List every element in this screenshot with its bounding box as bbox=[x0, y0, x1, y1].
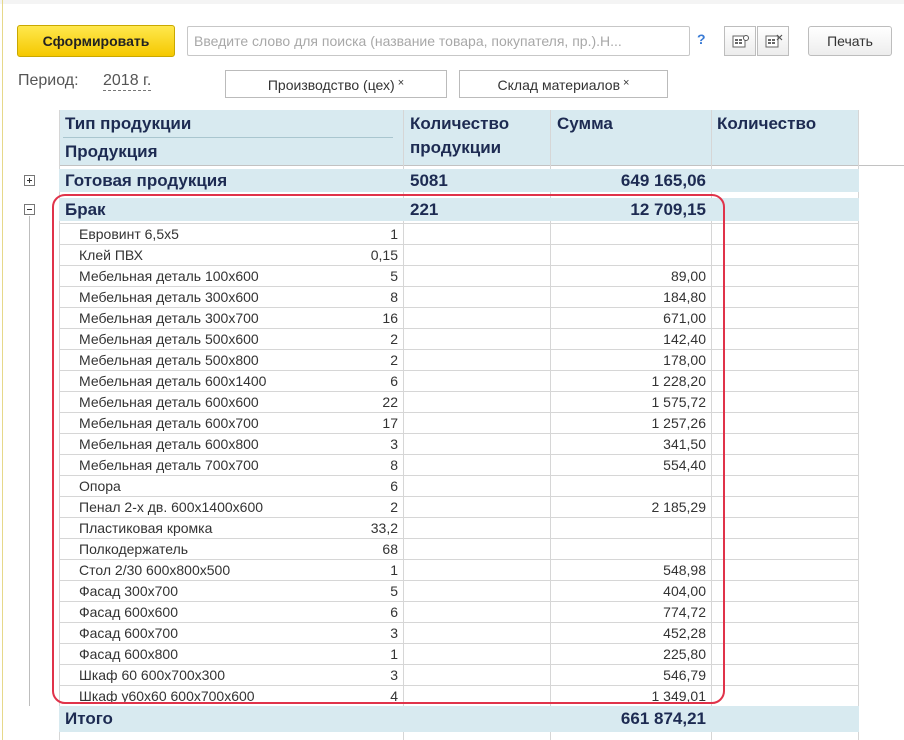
product-qty: 8 bbox=[390, 457, 398, 473]
group-sum: 649 165,06 bbox=[620, 171, 706, 190]
table-row[interactable] bbox=[59, 475, 859, 497]
product-sum: 184,80 bbox=[663, 289, 706, 305]
product-name: Пенал 2-х дв. 600х1400х600 bbox=[79, 499, 264, 515]
product-qty: 8 bbox=[390, 289, 398, 305]
table-row[interactable] bbox=[59, 244, 859, 266]
table-row[interactable] bbox=[59, 412, 859, 434]
product-qty: 5 bbox=[390, 583, 398, 599]
filter-remove-icon[interactable]: × bbox=[623, 77, 630, 89]
table-row[interactable] bbox=[59, 559, 859, 581]
window-left-border bbox=[2, 0, 3, 740]
product-qty: 16 bbox=[382, 310, 398, 326]
product-sum: 1 349,01 bbox=[651, 688, 706, 704]
product-name: Фасад 300х700 bbox=[79, 583, 178, 599]
table-row[interactable] bbox=[59, 454, 859, 476]
column-header-qty-line2[interactable]: продукции bbox=[410, 138, 502, 157]
filter-remove-icon[interactable]: × bbox=[397, 77, 405, 89]
product-qty: 2 bbox=[390, 499, 398, 515]
group-qty: 221 bbox=[410, 200, 439, 219]
table-row[interactable] bbox=[59, 391, 859, 413]
column-header-type[interactable]: Тип продукции bbox=[65, 114, 192, 133]
product-name: Клей ПВХ bbox=[79, 247, 143, 263]
period-selector[interactable]: 2018 г. bbox=[103, 72, 152, 89]
search-input[interactable] bbox=[187, 26, 690, 56]
product-name: Мебельная деталь 600х700 bbox=[79, 415, 259, 431]
product-name: Евровинт 6,5х5 bbox=[79, 226, 179, 242]
table-row[interactable] bbox=[59, 643, 859, 665]
product-name: Фасад 600х800 bbox=[79, 646, 178, 662]
product-sum: 142,40 bbox=[663, 331, 706, 347]
table-row[interactable] bbox=[59, 286, 859, 308]
product-qty: 17 bbox=[382, 415, 398, 431]
product-name: Опора bbox=[79, 478, 121, 494]
table-row[interactable] bbox=[59, 517, 859, 539]
product-sum: 554,40 bbox=[663, 457, 706, 473]
total-label: Итого bbox=[65, 709, 113, 728]
filter-materials-warehouse[interactable] bbox=[459, 70, 668, 98]
search-settings-button[interactable] bbox=[724, 26, 756, 56]
product-sum: 341,50 bbox=[663, 436, 706, 452]
product-sum: 225,80 bbox=[663, 646, 706, 662]
product-qty: 6 bbox=[390, 478, 398, 494]
table-row[interactable] bbox=[59, 433, 859, 455]
product-qty: 22 bbox=[382, 394, 398, 410]
product-name: Мебельная деталь 600х600 bbox=[79, 394, 259, 410]
table-row[interactable] bbox=[59, 265, 859, 287]
period-label: Период: bbox=[18, 72, 79, 89]
product-qty: 4 bbox=[390, 688, 398, 704]
column-header-qty2[interactable]: Количество bbox=[717, 114, 817, 133]
table-row[interactable] bbox=[59, 223, 859, 245]
table-row[interactable] bbox=[59, 601, 859, 623]
product-name: Мебельная деталь 600х800 bbox=[79, 436, 259, 452]
product-name: Мебельная деталь 700х700 bbox=[79, 457, 259, 473]
product-qty: 6 bbox=[390, 373, 398, 389]
table-row[interactable] bbox=[59, 538, 859, 560]
product-qty: 1 bbox=[390, 226, 398, 242]
table-row[interactable] bbox=[59, 664, 859, 686]
product-name: Мебельная деталь 300х700 bbox=[79, 310, 259, 326]
column-header-sum[interactable]: Сумма bbox=[557, 114, 613, 133]
product-name: Фасад 600х600 bbox=[79, 604, 178, 620]
product-sum: 1 257,26 bbox=[651, 415, 706, 431]
tree-guide-line bbox=[29, 216, 30, 706]
window-top-bar bbox=[0, 0, 904, 4]
product-sum: 1 228,20 bbox=[651, 373, 706, 389]
total-row bbox=[59, 706, 859, 732]
table-row[interactable] bbox=[59, 580, 859, 602]
group-name: Брак bbox=[65, 200, 106, 219]
table-row[interactable] bbox=[59, 622, 859, 644]
product-name: Шкаф 60 600х700х300 bbox=[79, 667, 225, 683]
column-header-product[interactable]: Продукция bbox=[65, 142, 158, 161]
product-sum: 2 185,29 bbox=[651, 499, 706, 515]
filter-label: Производство (цех) bbox=[267, 77, 395, 93]
product-sum: 774,72 bbox=[663, 604, 706, 620]
filter-label: Склад материалов bbox=[497, 77, 621, 93]
table-row[interactable] bbox=[59, 349, 859, 371]
product-sum: 1 575,72 bbox=[651, 394, 706, 410]
product-qty: 2 bbox=[390, 331, 398, 347]
product-name: Мебельная деталь 500х600 bbox=[79, 331, 259, 347]
product-sum: 178,00 bbox=[663, 352, 706, 368]
product-qty: 3 bbox=[390, 625, 398, 641]
product-sum: 452,28 bbox=[663, 625, 706, 641]
product-name: Мебельная деталь 500х800 bbox=[79, 352, 259, 368]
group-row-defect[interactable] bbox=[59, 198, 859, 221]
product-qty: 68 bbox=[382, 541, 398, 557]
product-qty: 3 bbox=[390, 667, 398, 683]
product-name: Фасад 600х700 bbox=[79, 625, 178, 641]
product-qty: 33,2 bbox=[370, 520, 398, 536]
product-qty: 2 bbox=[390, 352, 398, 368]
table-row[interactable] bbox=[59, 685, 859, 707]
product-name: Полкодержатель bbox=[79, 541, 189, 557]
product-name: Стол 2/30 600х800х500 bbox=[79, 562, 231, 578]
product-name: Мебельная деталь 300х600 bbox=[79, 289, 259, 305]
group-qty: 5081 bbox=[410, 171, 448, 190]
search-help-link[interactable]: ? bbox=[697, 31, 706, 47]
table-row[interactable] bbox=[59, 307, 859, 329]
column-header-qty-line1[interactable]: Количество bbox=[410, 114, 510, 133]
filter-production[interactable] bbox=[225, 70, 447, 98]
collapse-icon[interactable] bbox=[24, 204, 35, 215]
product-sum: 404,00 bbox=[663, 583, 706, 599]
table-row[interactable] bbox=[59, 496, 859, 518]
product-sum: 546,79 bbox=[663, 667, 706, 683]
expand-icon[interactable] bbox=[24, 175, 35, 186]
product-name: Мебельная деталь 600х1400 bbox=[79, 373, 267, 389]
product-name: Пластиковая кромка bbox=[79, 520, 213, 536]
group-sum: 12 709,15 bbox=[630, 200, 706, 219]
table-row[interactable] bbox=[59, 370, 859, 392]
product-sum: 89,00 bbox=[670, 268, 706, 284]
product-sum: 548,98 bbox=[663, 562, 706, 578]
product-qty: 5 bbox=[390, 268, 398, 284]
total-sum: 661 874,21 bbox=[620, 709, 706, 728]
print-button[interactable]: Печать bbox=[808, 26, 892, 56]
header-divider bbox=[63, 137, 393, 138]
search-settings-icon bbox=[732, 34, 750, 50]
group-name: Готовая продукция bbox=[65, 171, 228, 190]
header-bottom-rule bbox=[59, 165, 904, 166]
product-sum: 671,00 bbox=[663, 310, 706, 326]
generate-button[interactable]: Сформировать bbox=[17, 25, 175, 57]
product-name: Шкаф у60х60 600х700х600 bbox=[79, 688, 255, 704]
product-qty: 3 bbox=[390, 436, 398, 452]
product-qty: 6 bbox=[390, 604, 398, 620]
search-clear-button[interactable] bbox=[757, 26, 789, 56]
product-name: Мебельная деталь 100х600 bbox=[79, 268, 259, 284]
product-qty: 1 bbox=[390, 646, 398, 662]
product-qty: 0,15 bbox=[370, 247, 398, 263]
table-row[interactable] bbox=[59, 328, 859, 350]
search-clear-icon bbox=[765, 34, 783, 50]
product-qty: 1 bbox=[390, 562, 398, 578]
